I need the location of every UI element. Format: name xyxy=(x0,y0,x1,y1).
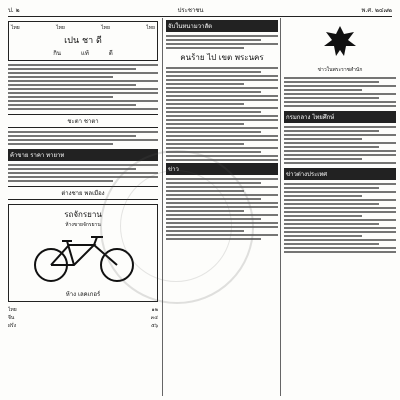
ad-header-item: ไทย xyxy=(11,25,20,31)
ad-sub-item: ดี xyxy=(108,50,113,57)
middle-column xyxy=(162,18,278,396)
article-text xyxy=(166,67,278,161)
masthead-center: ประชาชน xyxy=(177,7,204,14)
price-list xyxy=(8,306,158,330)
right-column xyxy=(280,18,396,396)
article-text xyxy=(284,183,396,253)
section-heading: ค้าขาย ราคา ทายาท xyxy=(8,149,158,161)
list-value: ๑๒ xyxy=(151,307,158,313)
emblem-caption: ข่าวในพระราชสำนัก xyxy=(317,67,363,73)
ad-title: เปน ชา ดี xyxy=(64,36,102,46)
ad-header xyxy=(11,24,155,32)
section-heading: ต่างชาย พลเมือง xyxy=(8,186,158,200)
garuda-emblem xyxy=(284,22,396,66)
left-column xyxy=(8,18,158,396)
masthead-right: พ.ศ. ๒๔๗๒ xyxy=(361,7,392,14)
ad-sub-item: แท้ xyxy=(81,50,89,57)
list-label: จีน xyxy=(8,315,15,321)
tea-advertisement xyxy=(8,21,158,61)
section-heading: ข่าวต่างประเทศ xyxy=(284,168,396,180)
masthead-left: ป. ๒ xyxy=(8,7,20,14)
ad-sub-item: กิน xyxy=(53,50,61,57)
ad-header-item: ไทย xyxy=(101,25,110,31)
masthead xyxy=(8,4,392,17)
article-title: คนร้าย ไป เขต พระนคร xyxy=(180,53,264,62)
ad-header-item: ไทย xyxy=(146,25,155,31)
list-value: ๓๔ xyxy=(150,315,158,321)
bike-title: รถจักรยาน xyxy=(64,210,102,219)
bike-footer: ห้าง เลคเกอร์ xyxy=(65,291,101,298)
article-text xyxy=(8,64,158,110)
list-value: ๕๖ xyxy=(151,323,158,329)
list-item xyxy=(8,322,158,330)
ad-subtitle xyxy=(11,48,155,58)
list-label: ไทย xyxy=(8,307,17,313)
bicycle-advertisement xyxy=(8,204,158,302)
ad-header-item: ไทย xyxy=(56,25,65,31)
article-text xyxy=(8,131,158,145)
list-label: ฝรั่ง xyxy=(8,323,17,329)
article-text xyxy=(284,126,396,164)
bike-subtitle: ห้างขายจักรยาน xyxy=(65,222,101,228)
article-text xyxy=(166,35,278,49)
section-heading: จับในหนามวาสัต xyxy=(166,20,278,32)
section-heading: ชะตา ชาตา xyxy=(8,114,158,128)
article-text xyxy=(8,164,158,182)
section-heading: ข่าว xyxy=(166,163,278,175)
article-text xyxy=(284,77,396,107)
list-item xyxy=(8,306,158,314)
article-text xyxy=(166,178,278,240)
garuda-icon xyxy=(320,22,360,62)
section-heading: กรมกลาง ไทยศึกษ์ xyxy=(284,111,396,123)
bicycle-illustration xyxy=(29,231,139,283)
list-item xyxy=(8,314,158,322)
